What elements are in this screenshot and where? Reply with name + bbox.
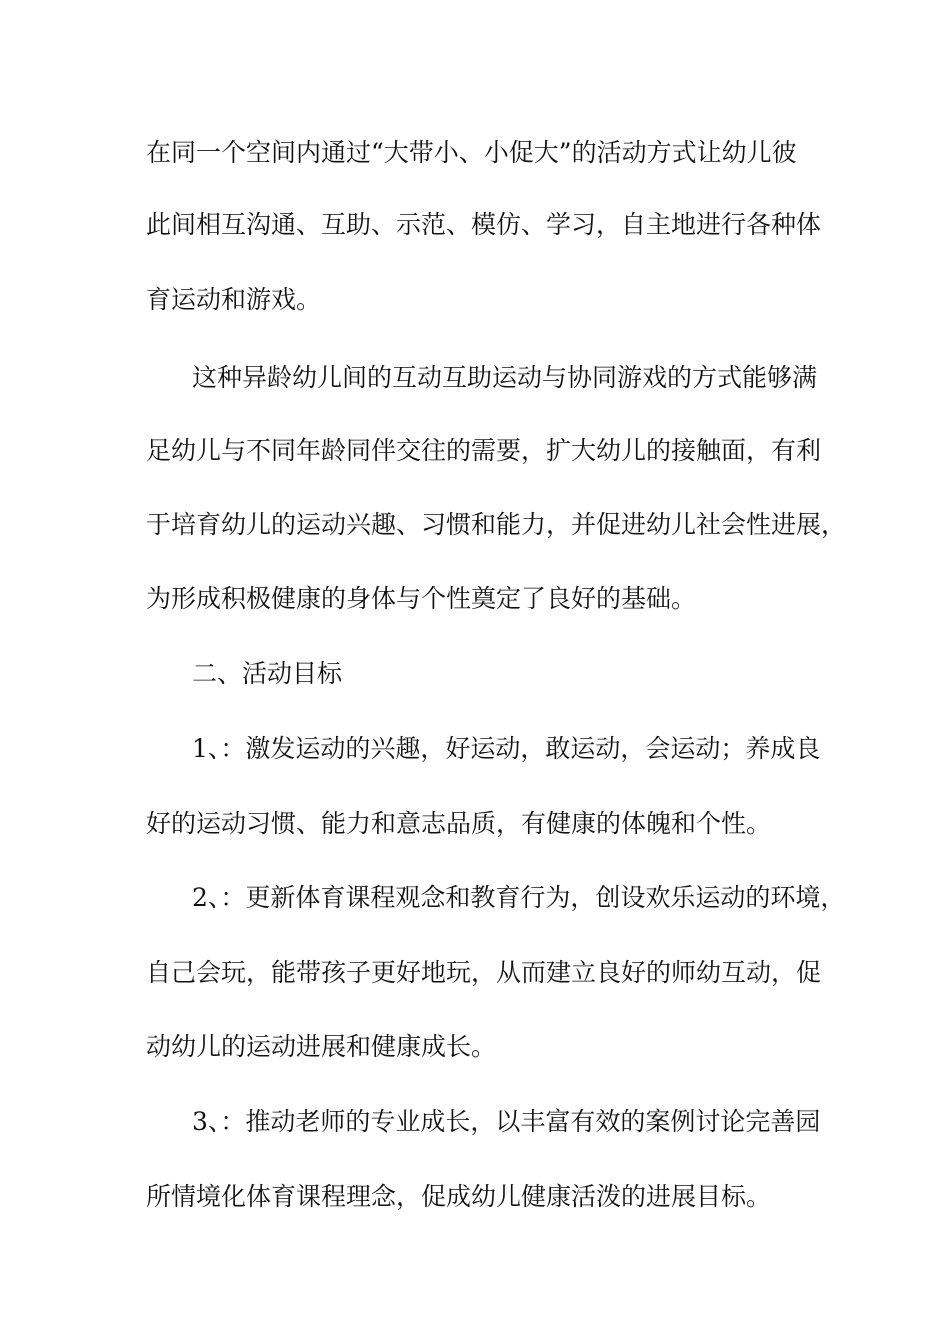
goal-line: 动幼儿的运动进展和健康成长。 <box>146 1032 497 1061</box>
goal-line: 自己会玩，能带孩子更好地玩，从而建立良好的师幼互动，促 <box>146 958 822 987</box>
goal-line: 好的运动习惯、能力和意志品质，有健康的体魄和个性。 <box>146 809 772 838</box>
goal-line: 所情境化体育课程理念，促成幼儿健康活泼的进展目标。 <box>146 1182 772 1211</box>
paragraph-line: 这种异龄幼儿间的互动互助运动与协同游戏的方式能够满 <box>192 363 818 392</box>
section-heading: 二、活动目标 <box>192 659 343 688</box>
paragraph-line: 足幼儿与不同年龄同伴交往的需要，扩大幼儿的接触面，有利 <box>146 436 822 465</box>
goal-line: 1、：激发运动的兴趣，好运动，敢运动，会运动；养成良 <box>192 734 821 763</box>
goal-line: 2、：更新体育课程观念和教育行为，创设欢乐运动的环境， <box>192 883 846 912</box>
paragraph-line: 此间相互沟通、互助、示范、模仿、学习，自主地进行各种体 <box>146 210 822 239</box>
goal-line: 3、：推动老师的专业成长，以丰富有效的案例讨论完善园 <box>192 1107 821 1136</box>
paragraph-line: 为形成积极健康的身体与个性奠定了良好的基础。 <box>146 584 697 613</box>
paragraph-line: 育运动和游戏。 <box>146 285 322 314</box>
paragraph-line: 于培育幼儿的运动兴趣、习惯和能力，并促进幼儿社会性进展， <box>146 510 847 539</box>
paragraph-line: 在同一个空间内通过“大带小、小促大”的活动方式让幼儿彼 <box>146 138 797 167</box>
